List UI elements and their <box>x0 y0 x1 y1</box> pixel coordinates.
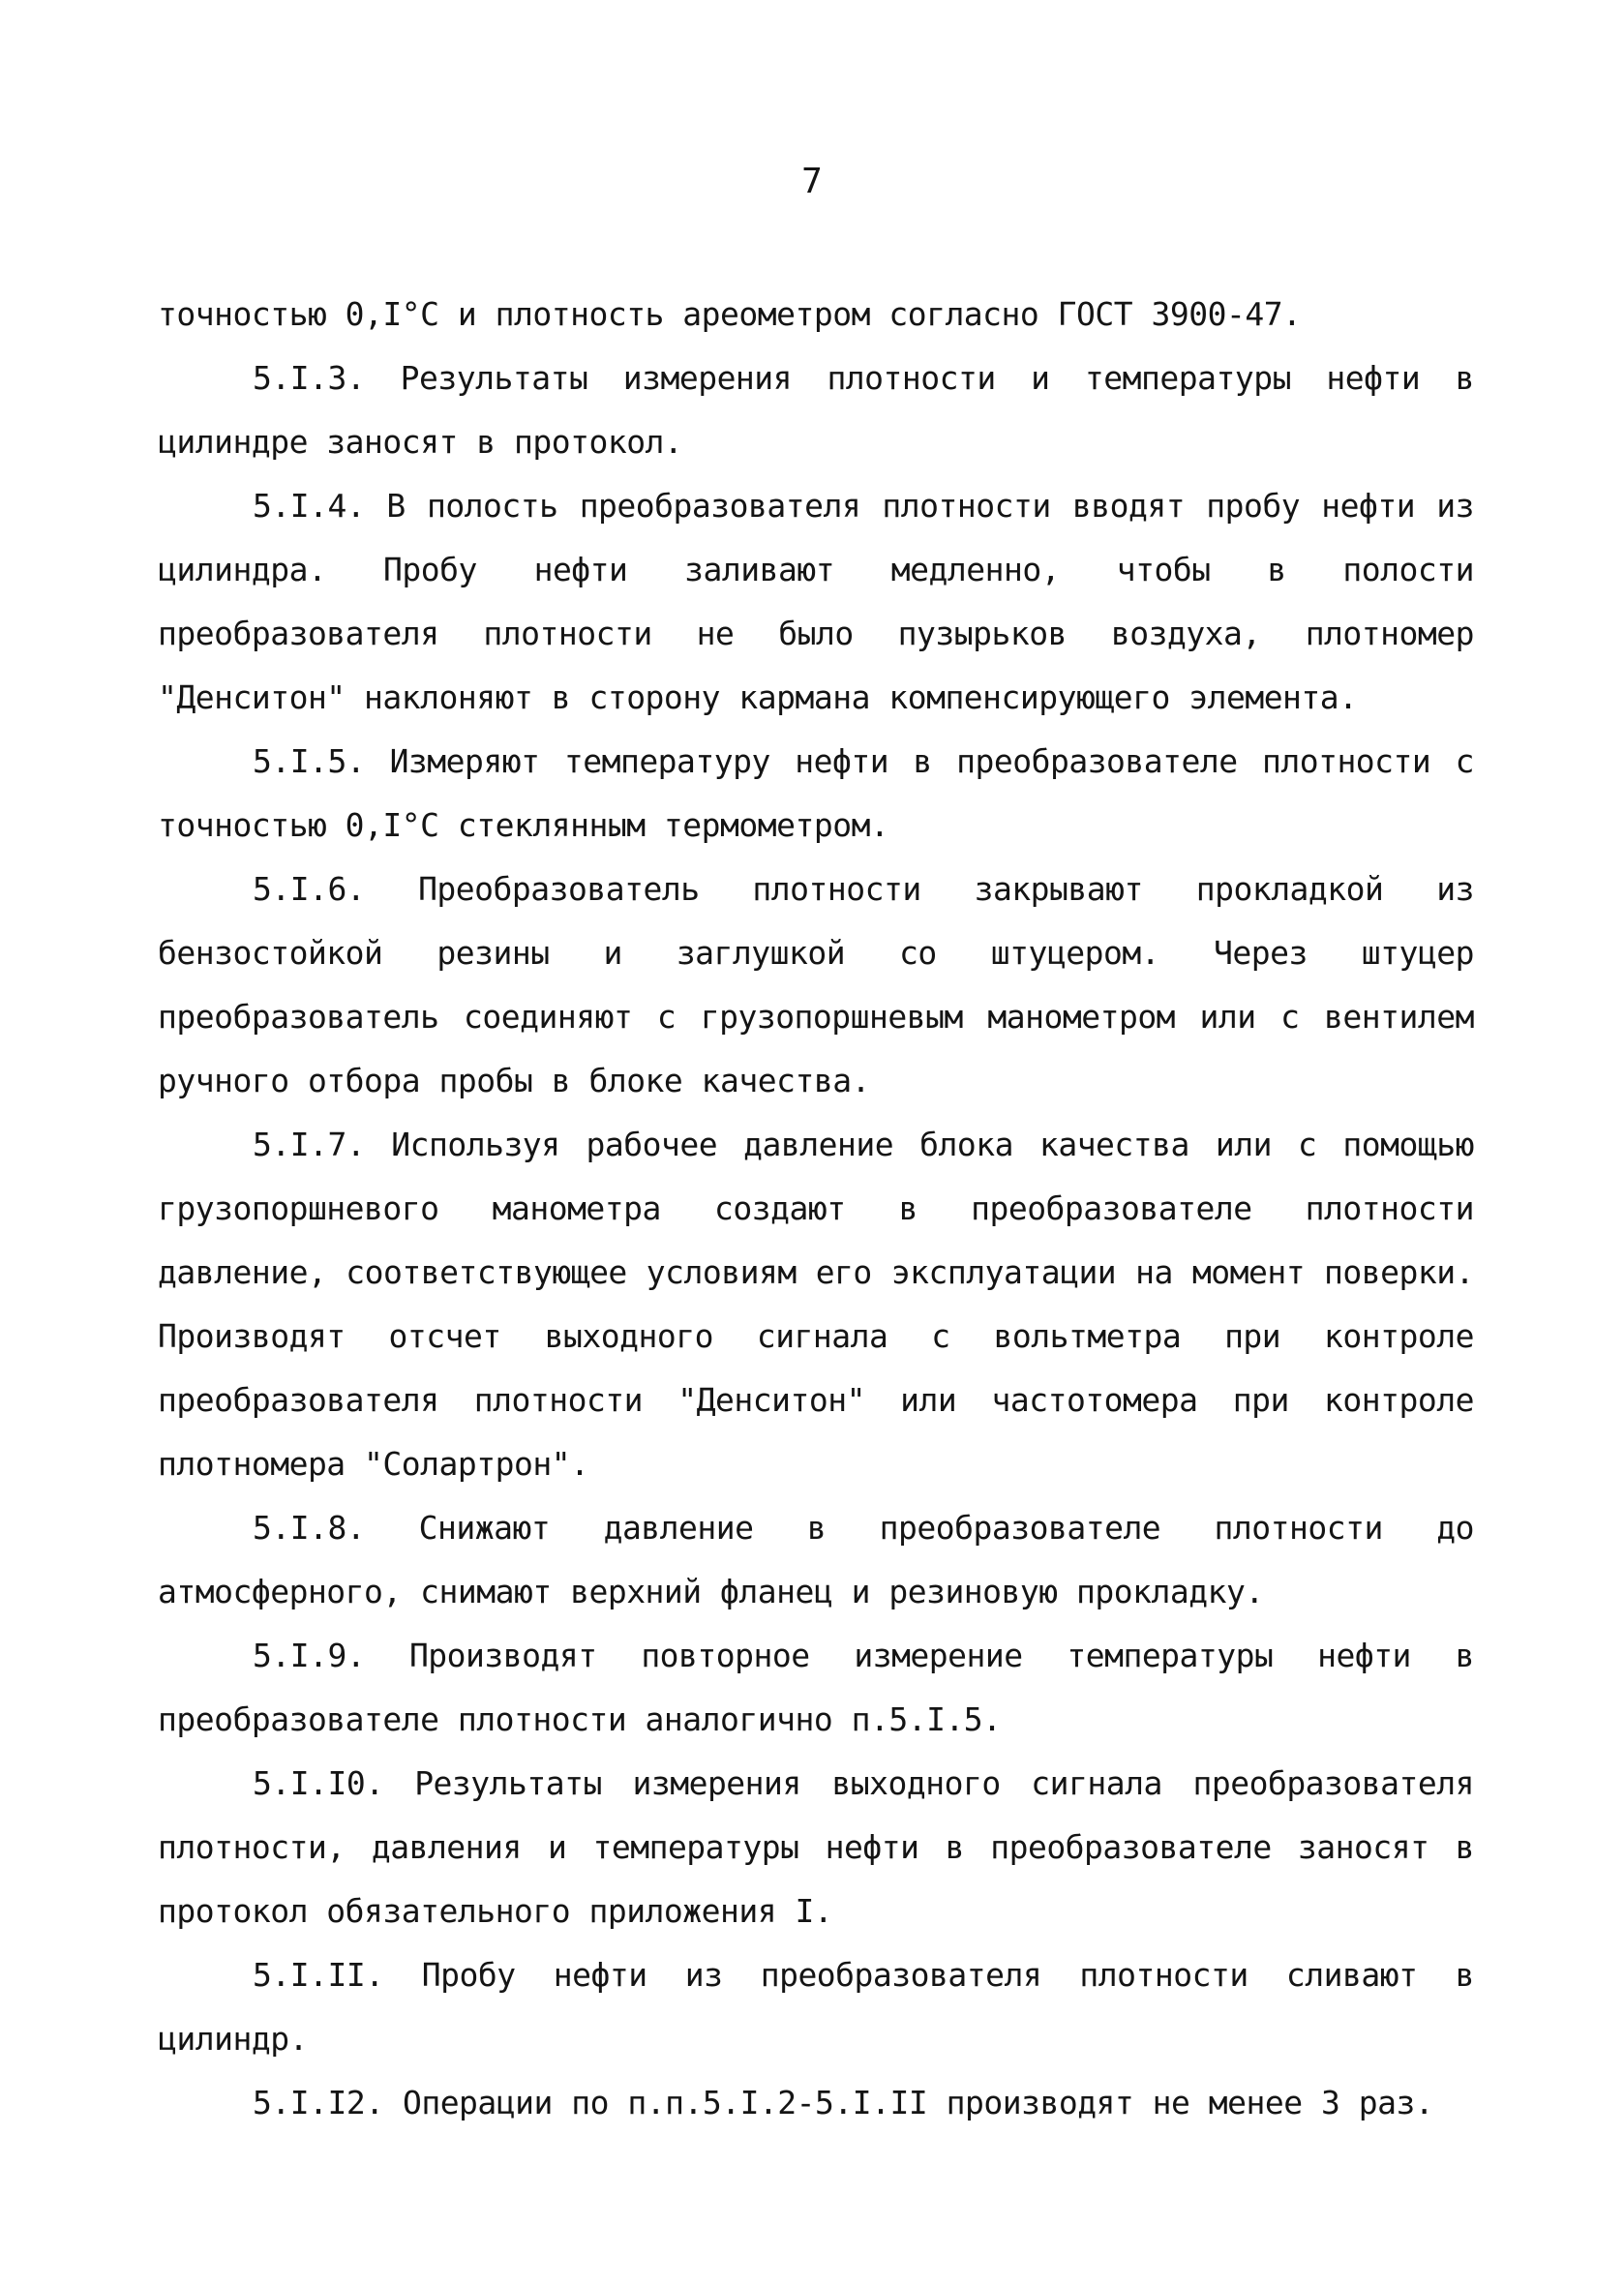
paragraph-text: Преобразователь плотности закрывают прокладкой из бензостойкой резины и заглушкой со штуцером. Через штуцер преобразователь соединяют с грузопоршневым манометром или с вентилем ручного отбора пробы в блоке качества. <box>158 870 1474 1099</box>
page-number: 7 <box>801 162 823 201</box>
paragraph-text: Используя рабочее давление блока качества или с помощью грузопоршневого манометра создают в преобразователе плотности давление, соответствующее условиям его эксплуатации на момент поверки. Производят отсчет выходного сигнала с вольтметра при контроле преобразователя плотности "Денситон" или частотомера при контроле плотномера "Солартрон". <box>158 1126 1474 1483</box>
paragraph-number: 5.I.II. <box>253 1956 384 1994</box>
paragraph-text: Снижают давление в преобразователе плотности до атмосферного, снимают верхний фланец и резиновую прокладку. <box>158 1509 1474 1610</box>
paragraph-number: 5.I.I0. <box>253 1764 384 1802</box>
paragraph-5-1-6 <box>158 857 1474 1113</box>
paragraph-5-1-10 <box>158 1752 1474 1943</box>
paragraph-number: 5.I.6. <box>253 870 366 908</box>
paragraph-number: 5.I.7. <box>253 1126 366 1163</box>
paragraph-text: В полость преобразователя плотности вводят пробу нефти из цилиндра. Пробу нефти заливают медленно, чтобы в полости преобразователя плотности не было пузырьков воздуха, плотномер "Денситон" наклоняют в сторону кармана компенсирующего элемента. <box>158 487 1474 716</box>
paragraph-5-1-12 <box>158 2071 1474 2135</box>
paragraph-number: 5.I.8. <box>253 1509 366 1547</box>
paragraph-5-1-11 <box>158 1943 1474 2071</box>
paragraph-continuation <box>158 283 1474 346</box>
paragraph-number: 5.I.3. <box>253 359 366 397</box>
paragraph-text: Результаты измерения выходного сигнала преобразователя плотности, давления и температуры нефти в преобразователе заносят в протокол обязательного приложения I. <box>158 1764 1474 1930</box>
paragraph-5-1-3 <box>158 346 1474 474</box>
paragraph-5-1-5 <box>158 730 1474 857</box>
paragraph-text: Измеряют температуру нефти в преобразователе плотности с точностью 0,I°С стеклянным термометром. <box>158 742 1474 844</box>
paragraph-text: Результаты измерения плотности и температуры нефти в цилиндре заносят в протокол. <box>158 359 1475 461</box>
paragraph-text: Пробу нефти из преобразователя плотности сливают в цилиндр. <box>158 1956 1474 2058</box>
paragraph-number: 5.I.4. <box>253 487 366 525</box>
paragraph-number: 5.I.I2. <box>253 2084 384 2121</box>
paragraph-5-1-4 <box>158 474 1474 730</box>
paragraph-number: 5.I.5. <box>253 742 366 780</box>
body-text <box>158 283 1474 2135</box>
paragraph-5-1-8 <box>158 1496 1474 1624</box>
paragraph-text: Производят повторное измерение температуры нефти в преобразователе плотности аналогично п.5.I.5. <box>158 1637 1475 1738</box>
paragraph-text: Операции по п.п.5.I.2-5.I.II производят не менее 3 раз. <box>402 2084 1434 2121</box>
paragraph-5-1-7 <box>158 1113 1474 1496</box>
paragraph-text: точностью 0,I°С и плотность ареометром согласно ГОСТ 3900-47. <box>158 295 1302 333</box>
paragraph-5-1-9 <box>158 1624 1474 1752</box>
paragraph-number: 5.I.9. <box>253 1637 366 1674</box>
